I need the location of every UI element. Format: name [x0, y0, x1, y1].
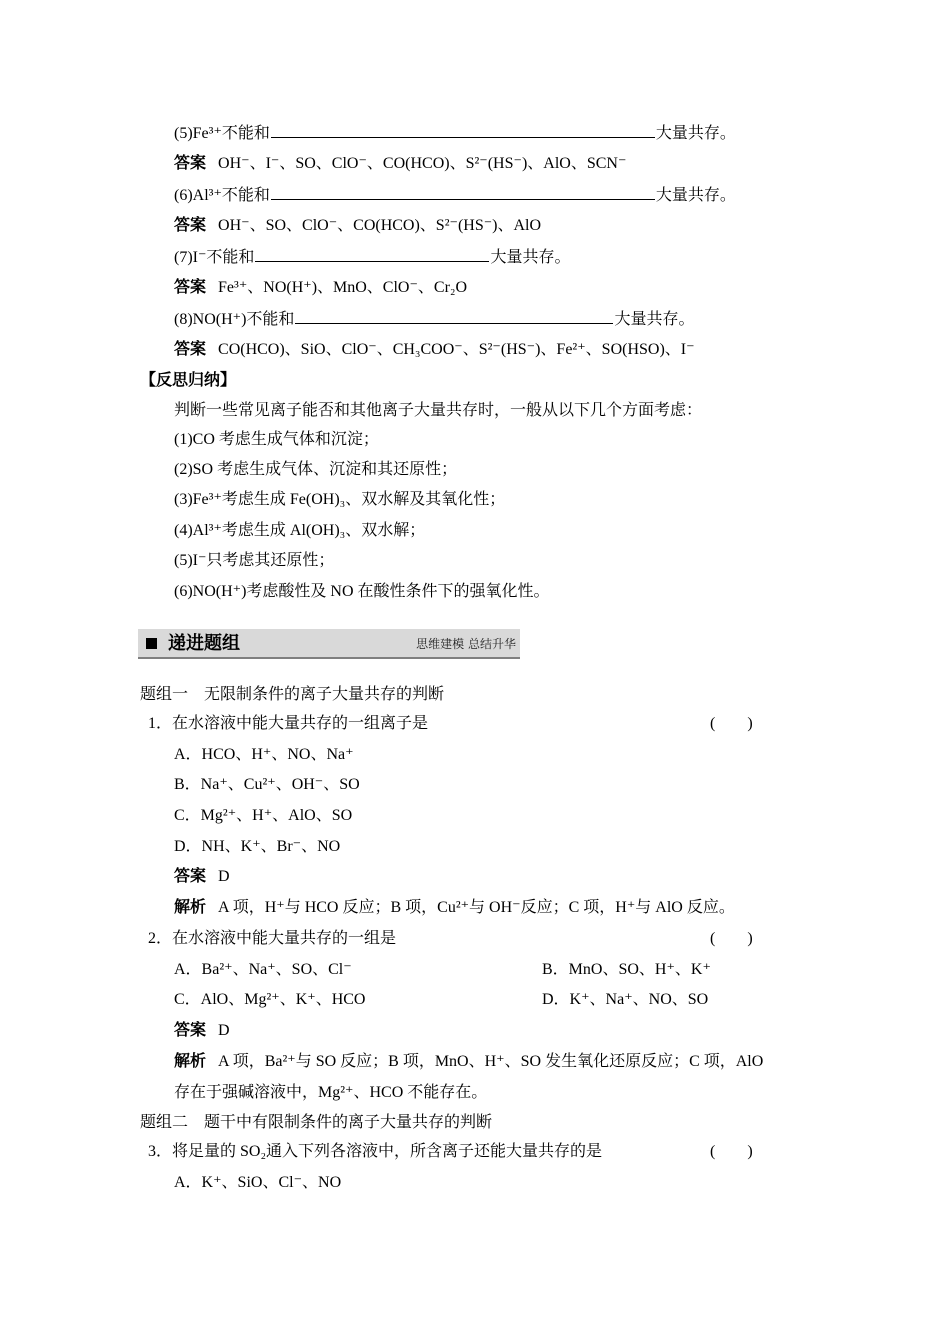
reflection-item: (4)Al³⁺考虑生成 Al(OH)₃、双水解； — [174, 522, 426, 539]
section-title: 递进题组 — [168, 633, 240, 654]
reflection-item: (6)NO(H⁺)考虑酸性及 NO 在酸性条件下的强氧化性。 — [174, 583, 550, 600]
q6-suffix: 大量共存。 — [655, 187, 736, 204]
q7-answer-line — [174, 278, 467, 298]
q8-answer: CO(HCO)、SiO、ClO⁻、CH₃COO⁻、S²⁻(HS⁻)、Fe²⁺、SO(HSO)、I⁻ — [218, 341, 695, 358]
square-bullet-icon — [146, 638, 157, 649]
p1-answer-line — [174, 867, 230, 887]
group1-title: 题组一 无限制条件的离子大量共存的判断 — [140, 686, 445, 703]
answer-label: 答案 — [174, 1022, 207, 1039]
p3-option-a: A．K⁺、SiO、Cl⁻、NO — [174, 1174, 342, 1191]
q5-suffix: 大量共存。 — [655, 125, 736, 142]
answer-label: 答案 — [174, 341, 207, 358]
section-header — [138, 629, 520, 659]
q8-suffix: 大量共存。 — [614, 311, 695, 328]
p1-option: A．HCO、H⁺、NO、Na⁺ — [174, 746, 354, 763]
answer-label: 答案 — [174, 868, 207, 885]
answer-label: 答案 — [174, 217, 207, 234]
p3-stem: 3．将足量的 SO₂通入下列各溶液中，所含离子还能大量共存的是 — [148, 1143, 603, 1160]
p2-analysis-line — [174, 1052, 763, 1072]
q8-line — [174, 309, 694, 329]
p2-option-a: A．Ba²⁺、Na⁺、SO、Cl⁻ — [174, 961, 352, 978]
p2-paren: ( ) — [710, 930, 753, 947]
q7-suffix: 大量共存。 — [490, 249, 571, 266]
p1-stem: 1．在水溶液中能大量共存的一组离子是 — [148, 715, 429, 732]
p2-stem: 2．在水溶液中能大量共存的一组是 — [148, 930, 397, 947]
q6-answer-line — [174, 216, 541, 236]
p2-answer-line — [174, 1021, 230, 1041]
reflection-item: (3)Fe³⁺考虑生成 Fe(OH)₃、双水解及其氧化性； — [174, 491, 506, 508]
p1-paren: ( ) — [710, 715, 753, 732]
answer-label: 答案 — [174, 155, 207, 172]
p1-analysis: A 项，H⁺与 HCO 反应；B 项，Cu²⁺与 OH⁻反应；C 项，H⁺与 AlO 反应。 — [218, 899, 735, 916]
analysis-label: 解析 — [174, 1053, 207, 1070]
q7-prefix: (7)I⁻不能和 — [174, 249, 255, 266]
reflection-heading: 【反思归纳】 — [140, 372, 237, 389]
reflection-item: (1)CO 考虑生成气体和沉淀； — [174, 431, 379, 448]
q6-answer: OH⁻、SO、ClO⁻、CO(HCO)、S²⁻(HS⁻)、AlO — [218, 217, 542, 234]
q8-prefix: (8)NO(H⁺)不能和 — [174, 311, 295, 328]
q5-line — [174, 123, 736, 143]
reflection-item: (5)I⁻只考虑其还原性； — [174, 552, 335, 569]
reflection-intro: 判断一些常见离子能否和其他离子大量共存时，一般从以下几个方面考虑： — [174, 402, 703, 419]
p2-analysis: A 项，Ba²⁺与 SO 反应；B 项，MnO、H⁺、SO 发生氧化还原反应；C 项，AlO — [218, 1053, 764, 1070]
p2-option-d: D．K⁺、Na⁺、NO、SO — [542, 991, 709, 1008]
reflection-item: (2)SO 考虑生成气体、沉淀和其还原性； — [174, 461, 458, 478]
p2-option-c: C．AlO、Mg²⁺、K⁺、HCO — [174, 991, 366, 1008]
p1-option: C．Mg²⁺、H⁺、AlO、SO — [174, 807, 353, 824]
p3-paren: ( ) — [710, 1143, 753, 1160]
p1-analysis-line — [174, 898, 735, 918]
q5-blank — [271, 123, 655, 138]
q5-answer: OH⁻、I⁻、SO、ClO⁻、CO(HCO)、S²⁻(HS⁻)、AlO、SCN⁻ — [218, 155, 627, 172]
q6-blank — [271, 185, 655, 200]
p2-answer: D — [218, 1022, 230, 1039]
q6-line — [174, 185, 736, 205]
q5-prefix: (5)Fe³⁺不能和 — [174, 125, 270, 142]
group2-title: 题组二 题干中有限制条件的离子大量共存的判断 — [140, 1114, 493, 1131]
q6-prefix: (6)Al³⁺不能和 — [174, 187, 270, 204]
q8-answer-line — [174, 340, 695, 360]
analysis-label: 解析 — [174, 899, 207, 916]
p1-option: D．NH、K⁺、Br⁻、NO — [174, 838, 341, 855]
q7-answer: Fe³⁺、NO(H⁺)、MnO、ClO⁻、Cr₂O — [218, 279, 468, 296]
p2-analysis-cont: 存在于强碱溶液中，Mg²⁺、HCO 不能存在。 — [174, 1084, 488, 1101]
p1-option: B．Na⁺、Cu²⁺、OH⁻、SO — [174, 776, 360, 793]
section-subtitle: 思维建模 总结升华 — [416, 637, 516, 651]
p2-option-b: B．MnO、SO、H⁺、K⁺ — [542, 961, 711, 978]
q5-answer-line — [174, 154, 626, 174]
q7-line — [174, 247, 570, 267]
q8-blank — [295, 309, 613, 324]
answer-label: 答案 — [174, 279, 207, 296]
q7-blank — [255, 247, 489, 262]
p1-answer: D — [218, 868, 230, 885]
